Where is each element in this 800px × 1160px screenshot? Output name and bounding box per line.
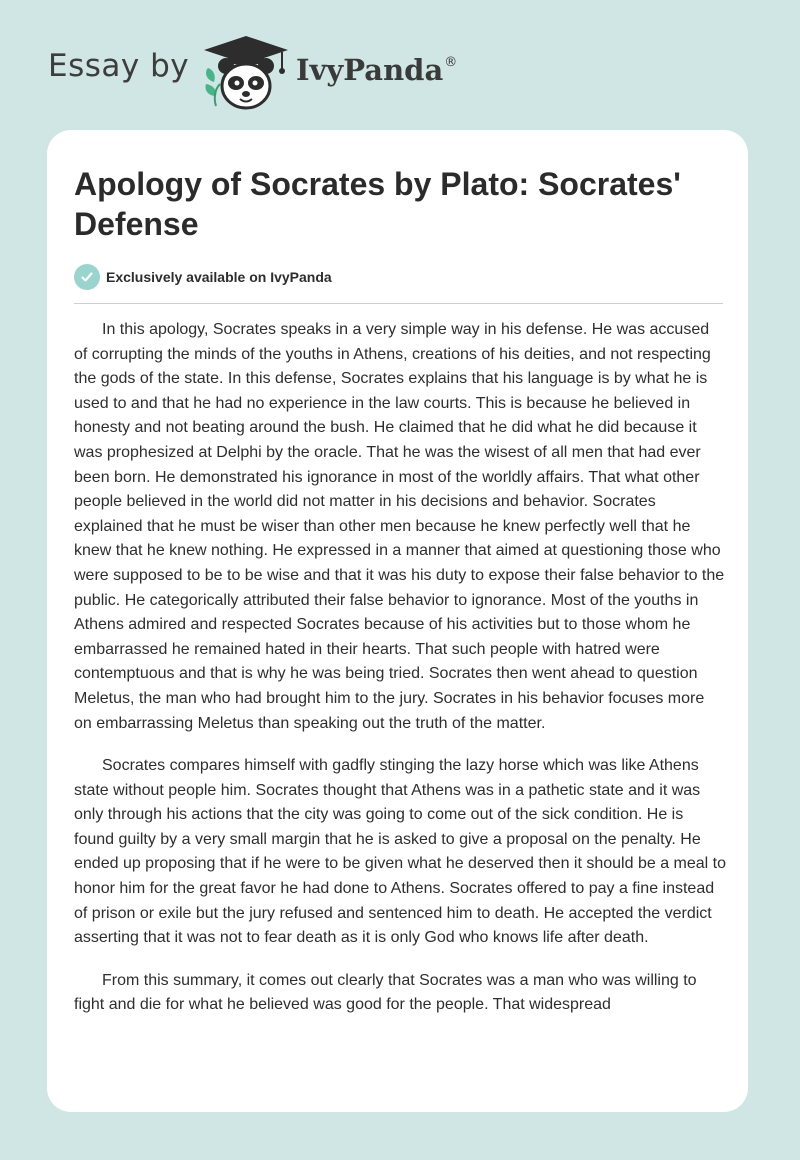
- exclusive-badge: [74, 264, 332, 290]
- brand-name[interactable]: [296, 53, 456, 87]
- panda-graduate-icon[interactable]: [200, 34, 292, 112]
- title-divider: [74, 303, 723, 304]
- essay-paragraph-3: From this summary, it comes out clearly that Socrates was a man who was willing to fight and die for what he believed was good for the people. That widespread: [74, 971, 697, 1014]
- registered-mark: ®: [444, 55, 458, 70]
- brand-name-text: IvyPanda: [296, 53, 444, 87]
- essay-body: [74, 318, 726, 1036]
- essay-by-label: Essay by: [48, 48, 190, 84]
- essay-card: [47, 130, 748, 1112]
- check-icon: [74, 264, 100, 290]
- essay-paragraph-2: Socrates compares himself with gadfly stinging the lazy horse which was like Athens state without people him. Socrates thought that Athens was in a pathetic state and it was only through his actions that the city was going to come out of the sick condition. He is found guilty by a very small margin that he is asked to give a proposal on the penalty. He ended up proposing that if he were to be given what he deserved then it should be a meal to honor him for the great favor he had done to Athens. Socrates offered to pay a fine instead of prison or exile but the jury refused and sentenced him to death. He accepted the verdict asserting that it was not to fear death as it is only God who knows life after death.: [74, 757, 726, 947]
- essay-title: Apology of Socrates by Plato: Socrates' Defense: [74, 166, 681, 242]
- essay-paragraph-1: In this apology, Socrates speaks in a very simple way in his defense. He was accused of corrupting the minds of the youths in Athens, creations of his deities, and not respecting the gods of the state. In this defense, Socrates explains that his language is by what he is used to and that he had no experience in the law courts. This is because he believed in honesty and not beating around the bush. He claimed that he did what he did because it was prophesized at Delphi by the oracle. That he was the wisest of all men that had ever been born. He demonstrated his ignorance in most of the worldly affairs. That what other people believed in the world did not matter in his decisions and behavior. Socrates explained that he must be wiser than other men because he knew perfectly well that he knew that he knew nothing. He expressed in a manner that aimed at questioning those who were supposed to be to be wise and that it was his duty to expose their false behavior to the public. He categorically attributed their false behavior to ignorance. Most of the youths in Athens admired and respected Socrates because of his activities but to those whom he embarrassed he remained hated in their hearts. That such people with hatred were contemptuous and that is why he was being tried. Socrates then went ahead to question Meletus, the man who had brought him to the jury. Socrates in his behavior focuses more on embarrassing Meletus than speaking out the truth of the matter.: [74, 321, 725, 732]
- site-header: [0, 0, 800, 130]
- exclusive-badge-text: Exclusively available on IvyPanda: [106, 269, 332, 285]
